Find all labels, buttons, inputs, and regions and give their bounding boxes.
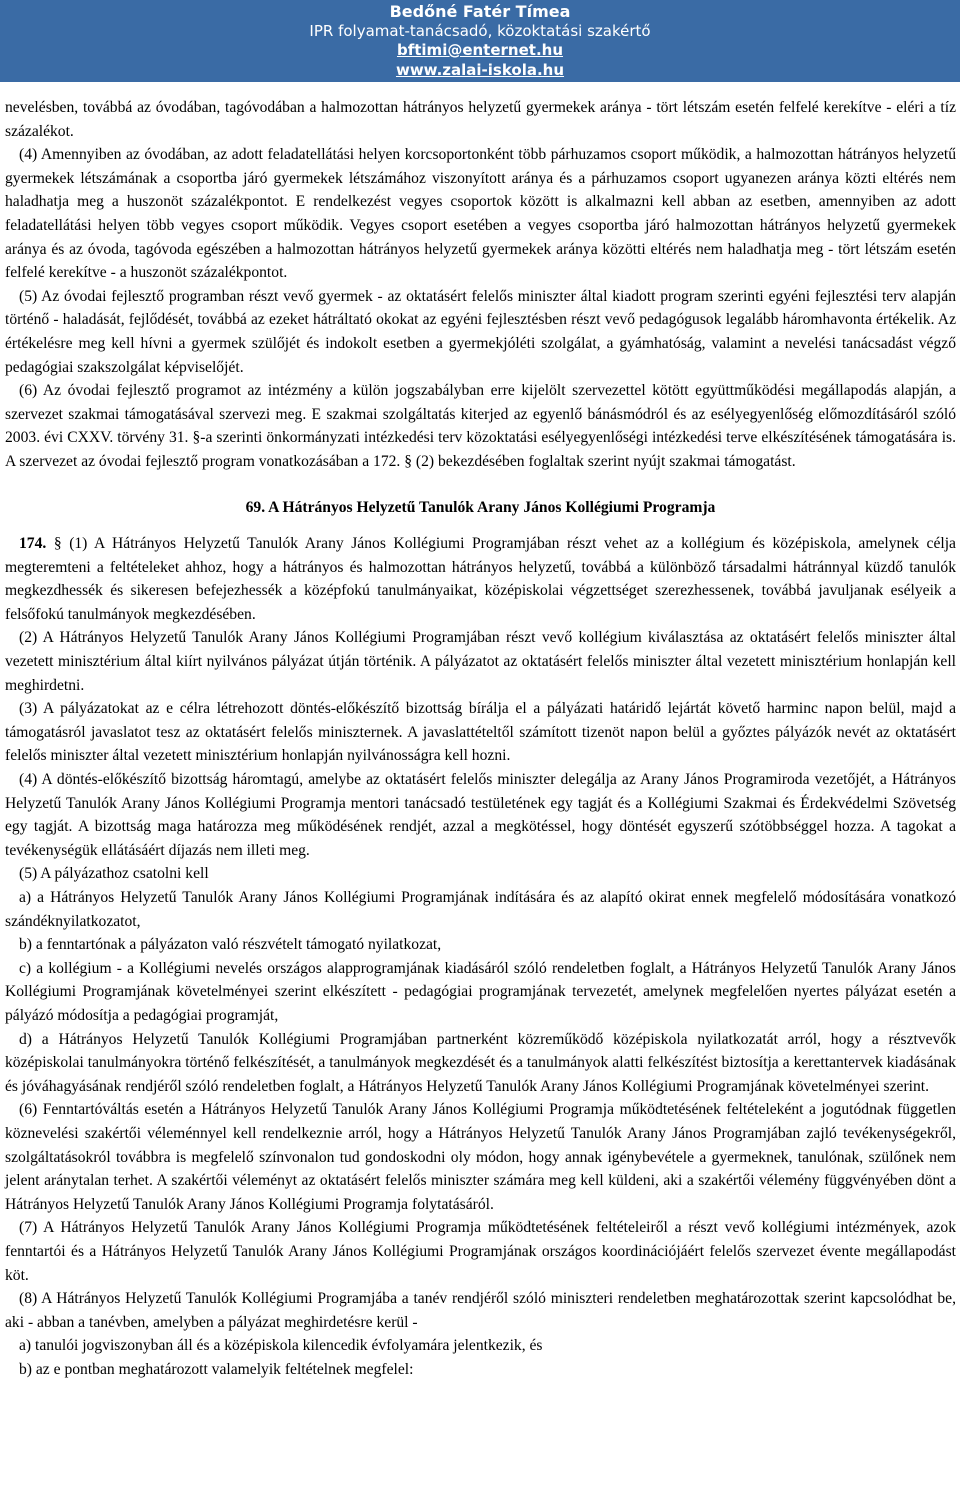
- paragraph: (6) Fenntartóváltás esetén a Hátrányos Helyzetű Tanulók Arany János Kollégiumi Programja működtetésének feltételeként a jogutódnak független köznevelési szakértői véleménnyel kell rendelkeznie arról, hogy a Hátrányos Helyzetű Tanulók Arany János Programjában zajló tevékenységekről, szolgáltatásokról továbbra is megfelelő színvonalon tud gondoskodni oly módon, hogy annak igénybevétele a gyermeknek, tanulónak, szülőnek nem jelent aránytalan terhet. A szakértői véleményt az oktatásért felelős miniszter számára meg kell küldeni, aki a szakértői vélemény függvényében dönt a Hátrányos Helyzetű Tanulók Arany János Kollégiumi Programja folytatásáról.: [5, 1101, 956, 1213]
- paragraph: (7) A Hátrányos Helyzetű Tanulók Arany János Kollégiumi Programja működtetésének feltételeiről a részt vevő kollégiumi intézmények, azok fenntartói és a Hátrányos Helyzetű Tanulók Arany János Kollégiumi Programjának országos koordinációjáért felelős szervezet évente megállapodást köt.: [5, 1219, 956, 1284]
- list-item: a) a Hátrányos Helyzetű Tanulók Arany János Kollégiumi Programjának indítására és az alapító okirat ennek megfelelő módosítására vonatkozó szándéknyilatkozatot,: [5, 889, 956, 930]
- section-sign: §: [53, 535, 62, 553]
- list-item: b) az e pontban meghatározott valamelyik feltételnek megfelel:: [19, 1360, 414, 1378]
- paragraph: (2) A Hátrányos Helyzetű Tanulók Arany János Kollégiumi Programjában részt vevő kollégium kiválasztása az oktatásért felelős miniszter által vezetett minisztérium által kiírt nyilvános pályázat útján történik. A pályázatot az oktatásért felelős miniszter által vezetett minisztérium honlapján kell meghirdetni.: [5, 629, 956, 694]
- paragraph: (8) A Hátrányos Helyzetű Tanulók Kollégiumi Programjába a tanév rendjéről szóló miniszteri rendeletben meghatározottak szerint kapcsolódhat be, aki - abban a tanévben, amelyben a pályázat meghirdetésre kerül -: [5, 1290, 956, 1331]
- list-item: b) a fenntartónak a pályázaton való részvételt támogató nyilatkozat,: [19, 936, 442, 954]
- paragraph: (4) Amennyiben az óvodában, az adott feladatellátási helyen korcsoportonként több párhuzamos csoport működik, a halmozottan hátrányos helyzetű gyermekek létszámának a csoportba járó gyermekek létszámához viszonyított aránya és a párhuzamos csoport ugyanezen aránya közti eltérés nem haladhatja meg a huszonöt százalékpontot. E rendelkezést vegyes csoportok között is alkalmazni kell abban az esetben, amennyiben az adott feladatellátási helyen több vegyes csoport működik. Vegyes csoport esetében a vegyes csoportba járó halmozottan hátrányos helyzetű gyermekek aránya és az óvoda, tagóvoda egészében a halmozottan hátrányos helyzetű gyermekek aránya közötti eltérés nem haladhatja meg - tört létszám esetén felfelé kerekítve - a huszonöt százalékpontot.: [5, 146, 956, 282]
- website-link[interactable]: www.zalai-iskola.hu: [395, 60, 565, 79]
- author-name: Bedőné Fatér Tímea: [389, 2, 571, 21]
- list-item: a) tanulói jogviszonyban áll és a középiskola kilencedik évfolyamára jelentkezik, és: [19, 1337, 543, 1355]
- section-number: 174.: [19, 535, 47, 553]
- paragraph: (5) A pályázathoz csatolni kell: [19, 865, 209, 883]
- paragraph-text: (1) A Hátrányos Helyzetű Tanulók Arany János Kollégiumi Programjában részt vehet az a kollégium és középiskola, amelynek célja megteremteni a feltételeket ahhoz, hogy a hátrányos és halmozottan hátrányos helyzetű, továbbá a különböző társadalmi hátránnyal küzdő tanulók megkezdhessék és sikeresen befejezhessék a középfokú tanulmányaikat, középiskolai végzettséget szerezhessenek, továbbá javuljanak esélyeik a felsőfokú tanulmányok megkezdésében.: [5, 535, 956, 623]
- paragraph: (5) Az óvodai fejlesztő programban részt vevő gyermek - az oktatásért felelős miniszter által kiadott program szerinti egyéni fejlesztési terv alapján történő - haladását, fejlődését, továbbá az ezeket hátráltató okokat az egyéni fejlesztésben részt vevő pedagógusok legalább háromhavonta értékelik. Az értékelésre meg kell hívni a gyermek szülőjét és indokolt esetben a gyermekjóléti szolgálat, a gyámhatóság, valamint a nevelési tanácsadást végző pedagógiai szakszolgálat képviselőjét.: [5, 287, 956, 376]
- section-title: 69. A Hátrányos Helyzetű Tanulók Arany János Kollégiumi Programja: [245, 498, 716, 516]
- email-link[interactable]: bftimi@enternet.hu: [396, 41, 564, 59]
- list-item: c) a kollégium - a Kollégiumi nevelés országos alapprogramjának kiadásáról szóló rendeletben foglalt, a Hátrányos Helyzetű Tanulók Arany János Kollégiumi Programjának követelményei szerint elkészített - pedagógiai programjának tervezetét, amelynek megfelelően nyertes pályázat esetén a pályázó módosítja a pedagógiai programját,: [5, 959, 956, 1024]
- list-item: d) a Hátrányos Helyzetű Tanulók Kollégiumi Programjában partnerként közreműködő középiskola nyilatkozatát arról, hogy a résztvevők középiskolai tanulmányokra történő felkészítését, a tanulmányok megkezdését és a tanulmányok alatti felkészítést biztosítja a kerettantervek kiadásának és jóváhagyásának rendjéről szóló rendeletben foglalt, a Hátrányos Helyzetű Tanulók Arany János Kollégiumi Programjának követelményei szerint.: [5, 1030, 956, 1095]
- page-header: [0, 0, 960, 82]
- paragraph: (3) A pályázatokat az e célra létrehozott döntés-előkészítő bizottság bírálja el a pályázati határidő lejártát követő harminc napon belül, majd a támogatásról javaslatot tesz az oktatásért felelős miniszternek. A javaslattételtől számított tizenöt napon belül a győztes pályázók nevét az oktatásért felelős miniszter által vezetett minisztérium honlapján nyilvánosságra kell hozni.: [5, 700, 956, 765]
- document-body: [5, 96, 956, 1381]
- author-role: IPR folyamat-tanácsadó, közoktatási szakértő: [309, 21, 651, 40]
- paragraph: [5, 532, 956, 626]
- paragraph: (6) Az óvodai fejlesztő programot az intézmény a külön jogszabályban erre kijelölt szervezettel kötött együttműködési megállapodás alapján, a szervezet szakmai támogatásával szervezi meg. E szakmai szolgáltatás kiterjed az egyenlő bánásmódról és az esélyegyenlőség előmozdításáról szóló 2003. évi CXXV. törvény 31. §-a szerinti önkormányzati intézkedési terv közoktatási esélyegyenlőségi intézkedési terve elkészítésének támogatására is. A szervezet az óvodai fejlesztő program vonatkozásában a 172. § (2) bekezdésében foglaltak szerint nyújt szakmai támogatást.: [5, 382, 956, 470]
- paragraph: nevelésben, továbbá az óvodában, tagóvodában a halmozottan hátrányos helyzetű gyermekek aránya - tört létszám esetén felfelé kerekítve - eléri a tíz százalékot.: [5, 99, 956, 140]
- paragraph: (4) A döntés-előkészítő bizottság háromtagú, amelybe az oktatásért felelős miniszter delegálja az Arany János Programiroda vezetőjét, a Hátrányos Helyzetű Tanulók Arany János Kollégiumi Programja mentori tanácsadó testületének egy tagját és a Kollégiumi Szakmai és Érdekvédelmi Szövetség egy tagját. A bizottság maga határozza meg működésének rendjét, azzal a megkötéssel, hogy döntését egyszerű szótöbbséggel hozza. A tagokat a tevékenységük ellátásáért díjazás nem illeti meg.: [5, 771, 956, 859]
